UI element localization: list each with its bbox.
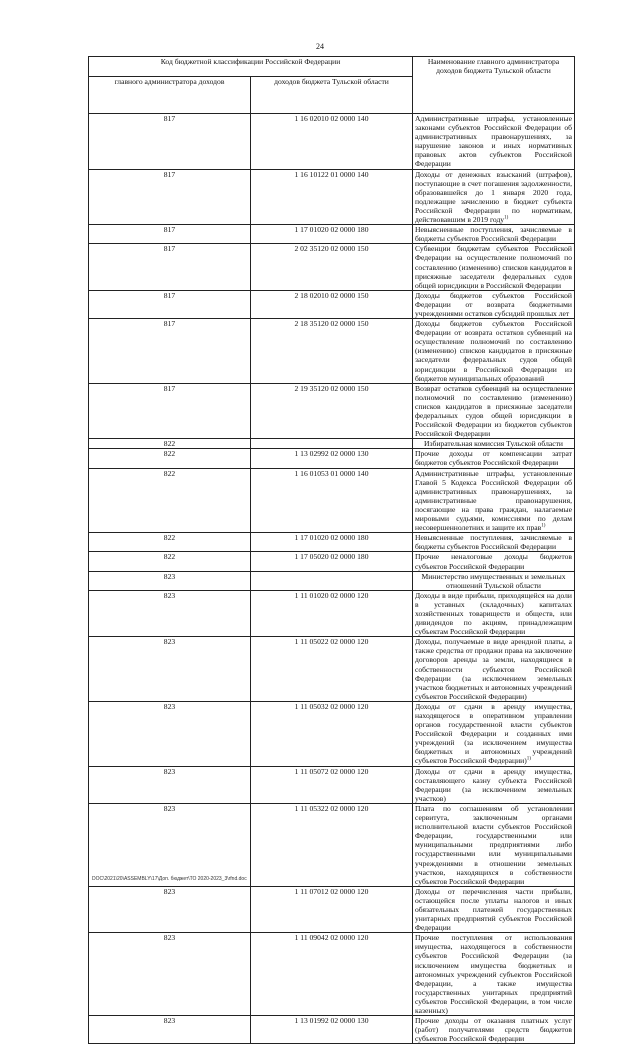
income-code-cell: 1 11 05322 02 0000 120 (251, 803, 413, 886)
income-code-cell: 2 02 35120 02 0000 150 (251, 244, 413, 290)
section-title-cell (413, 439, 575, 449)
admin-code-cell: 817 (89, 225, 251, 244)
income-name-cell (413, 169, 575, 225)
table-row (89, 766, 575, 803)
admin-code-cell: 817 (89, 319, 251, 384)
income-name-cell (413, 290, 575, 318)
admin-code-cell: 817 (89, 244, 251, 290)
income-name-cell (413, 766, 575, 803)
income-name-text: Доходы от сдачи в аренду имущества, находящегося в оперативном управлении органов государственной власти субъектов Российской Федерации и созданных ими учреждений (за исключением имущества бюджетных и автономных учреждений субъектов Российской Федерации) (415, 701, 572, 766)
admin-code-cell: 823 (89, 766, 251, 803)
footnote-marker: 1) (504, 215, 509, 221)
income-name-cell (413, 552, 575, 571)
income-name-text: Доходы от денежных взысканий (штрафов), поступающие в счет погашения задолженности, образовавшейся до 1 января 2020 года, подлежащие зачислению в бюджет субъекта Российской Федерации по нормативам, действовавшим в 2019 году (415, 169, 572, 225)
income-name-text: Административные штрафы, установленные законами субъектов Российской Федерации об административных правонарушениях, за нарушение законов и иных нормативных правовых актов субъектов Российской Федерации (415, 114, 572, 169)
income-name-cell (413, 1016, 575, 1044)
table-row (89, 244, 575, 290)
header-row (89, 57, 575, 77)
income-code-cell: 1 13 01992 02 0000 130 (251, 1016, 413, 1044)
table-row (89, 468, 575, 533)
admin-code-cell: 823 (89, 1016, 251, 1044)
table-row (89, 637, 575, 702)
income-code-cell: 1 11 05022 02 0000 120 (251, 637, 413, 702)
income-name-text: Доходы, получаемые в виде арендной платы, а также средства от продажи права на заключение договоров аренды за земли, находящиеся в собственности субъектов Российской Федерации (за исключением земельных участков бюджетных и автономных учреждений субъектов Российской Федерации) (415, 637, 572, 701)
income-code-cell: 1 17 01020 02 0000 180 (251, 533, 413, 552)
income-code-cell: 1 17 01020 02 0000 180 (251, 225, 413, 244)
income-code-cell (251, 571, 413, 590)
table-row (89, 533, 575, 552)
table-row (89, 701, 575, 766)
section-row (89, 571, 575, 590)
income-name-text: Возврат остатков субвенций на осуществление полномочий по составлению (изменению) списков кандидатов в присяжные заседатели федеральных судов общей юрисдикции в Российской Федерации из бюджетов субъектов Российской Федерации (415, 383, 572, 439)
income-name-text: Министерство имущественных и земельных отношений Тульской области (421, 571, 566, 590)
table-row (89, 319, 575, 384)
admin-code-cell: 817 (89, 383, 251, 439)
table-row (89, 169, 575, 225)
admin-subheader: главного администратора доходов (89, 77, 251, 114)
income-name-cell (413, 244, 575, 290)
income-code-cell (251, 439, 413, 449)
income-name-text: Прочие доходы от оказания платных услуг (работ) получателями средств бюджетов субъектов Российской Федерации (415, 1016, 572, 1044)
income-name-cell (413, 803, 575, 886)
income-code-cell: 1 13 02992 02 0000 130 (251, 449, 413, 468)
admin-code-cell: 823 (89, 571, 251, 590)
income-name-text: Невыясненные поступления, зачисляемые в бюджеты субъектов Российской Федерации (415, 533, 572, 552)
income-code-cell: 1 16 02010 02 0000 140 (251, 114, 413, 170)
admin-code-cell: 822 (89, 552, 251, 571)
income-name-text: Доходы от перечисления части прибыли, остающейся после уплаты налогов и иных обязательных платежей государственных унитарных предприятий субъектов Российской Федерации (415, 886, 572, 933)
income-code-cell: 1 16 10122 01 0000 140 (251, 169, 413, 225)
income-name-cell (413, 933, 575, 1016)
admin-code-cell: 823 (89, 886, 251, 932)
footer-path: DOC\2021\20\ASSEMBLY\17\Доп. бюджет\ТО 2020-2023_3\rfnd.doc (92, 876, 247, 882)
admin-code-cell: 817 (89, 114, 251, 170)
admin-code-cell: 822 (89, 533, 251, 552)
table-row (89, 225, 575, 244)
admin-code-cell: 823 (89, 933, 251, 1016)
income-name-cell (413, 533, 575, 552)
income-code-cell: 1 11 01020 02 0000 120 (251, 590, 413, 636)
table-row (89, 803, 575, 886)
income-name-text: Невыясненные поступления, зачисляемые в бюджеты субъектов Российской Федерации (415, 225, 572, 244)
income-name-text: Избирательная комиссия Тульской области (424, 439, 563, 449)
revenue-administrators-table (88, 56, 575, 1044)
table-row (89, 290, 575, 318)
section-title-cell (413, 571, 575, 590)
admin-code-cell: 823 (89, 637, 251, 702)
income-name-cell (413, 637, 575, 702)
table-row (89, 383, 575, 439)
income-name-cell (413, 590, 575, 636)
income-name-text: Прочие неналоговые доходы бюджетов субъектов Российской Федерации (415, 552, 572, 571)
admin-code-cell: 823 (89, 701, 251, 766)
section-row (89, 439, 575, 449)
table-body (89, 114, 575, 1044)
admin-code-cell: 822 (89, 468, 251, 533)
income-name-cell (413, 886, 575, 932)
income-name-text: Доходы бюджетов субъектов Российской Федерации от возврата остатков субвенций на осуществление полномочий по составлению (изменению) списков кандидатов в присяжные заседатели федеральных судов общей юрисдикции в Российской Федерации из бюджетов муниципальных образований (415, 319, 572, 383)
admin-code-cell: 823 (89, 590, 251, 636)
income-code-cell: 1 11 07012 02 0000 120 (251, 886, 413, 932)
admin-code-cell: 822 (89, 449, 251, 468)
income-name-text: Плата по соглашениям об установлении сервитута, заключенным органами исполнительной власти субъектов Российской Федерации, государственными или муниципальными предприятиями либо государственными или муниципальными учреждениями в отношении земельных участков, находящихся в собственности субъектов Российской Федерации (415, 803, 572, 886)
income-name-cell (413, 468, 575, 533)
table-row (89, 552, 575, 571)
income-name-cell (413, 701, 575, 766)
income-name-cell (413, 114, 575, 170)
income-name-cell (413, 225, 575, 244)
income-code-cell: 1 17 05020 02 0000 180 (251, 552, 413, 571)
income-code-cell: 2 18 02010 02 0000 150 (251, 290, 413, 318)
income-code-cell: 2 19 35120 02 0000 150 (251, 383, 413, 439)
income-name-text: Административные штрафы, установленные Главой 5 Кодекса Российской Федерации об административных правонарушениях, за административные правонарушения, посягающие на права граждан, налагаемые мировыми судьями, комиссиями по делам несовершеннолетних и защите их прав (415, 468, 572, 533)
table-row (89, 933, 575, 1016)
income-name-cell (413, 383, 575, 439)
income-code-cell: 1 16 01053 01 0000 140 (251, 468, 413, 533)
income-name-text: Доходы от сдачи в аренду имущества, составляющего казну субъекта Российской Федерации (за исключением земельных участков) (415, 766, 572, 803)
income-name-text: Прочие поступления от использования имущества, находящегося в собственности субъектов Российской Федерации (за исключением имущества бюджетных и автономных учреждений субъектов Российской Федерации, а также имущества государственных унитарных предприятий субъектов Российской Федерации, в том числе казенных) (415, 933, 572, 1015)
table-row (89, 114, 575, 170)
income-name-text: Прочие доходы от компенсации затрат бюджетов субъектов Российской Федерации (415, 449, 572, 468)
income-code-cell: 1 11 05032 02 0000 120 (251, 701, 413, 766)
income-code-cell: 2 18 35120 02 0000 150 (251, 319, 413, 384)
income-name-text: Доходы в виде прибыли, приходящейся на доли в уставных (складочных) капиталах хозяйственных товариществ и обществ, или дивидендов по акциям, принадлежащим субъектам Российской Федерации (415, 590, 572, 637)
table-row (89, 449, 575, 468)
table-row (89, 886, 575, 932)
income-subheader: доходов бюджета Тульской области (251, 77, 413, 114)
admin-code-cell: 817 (89, 290, 251, 318)
footnote-marker: 1) (541, 523, 546, 529)
table-row (89, 1016, 575, 1044)
admin-code-cell: 822 (89, 439, 251, 449)
income-name-text: Доходы бюджетов субъектов Российской Федерации от возврата бюджетными учреждениями остатков субсидий прошлых лет (415, 290, 572, 318)
page-number: 24 (316, 42, 324, 51)
income-code-cell: 1 11 09042 02 0000 120 (251, 933, 413, 1016)
name-column-header: Наименование главного администратора доходов бюджета Тульской области (413, 57, 575, 114)
classification-header: Код бюджетной классификации Российской Федерации (89, 57, 413, 77)
admin-code-cell: 817 (89, 169, 251, 225)
income-code-cell: 1 11 05072 02 0000 120 (251, 766, 413, 803)
income-name-cell (413, 449, 575, 468)
table-row (89, 590, 575, 636)
income-name-text: Субвенции бюджетам субъектов Российской Федерации на осуществление полномочий по составлению (изменению) списков кандидатов в присяжные заседатели федеральных судов общей юрисдикции в Российской Федерации (415, 244, 572, 290)
income-name-cell (413, 319, 575, 384)
admin-code-cell: 823 (89, 803, 251, 886)
footnote-marker: 1) (526, 756, 531, 762)
